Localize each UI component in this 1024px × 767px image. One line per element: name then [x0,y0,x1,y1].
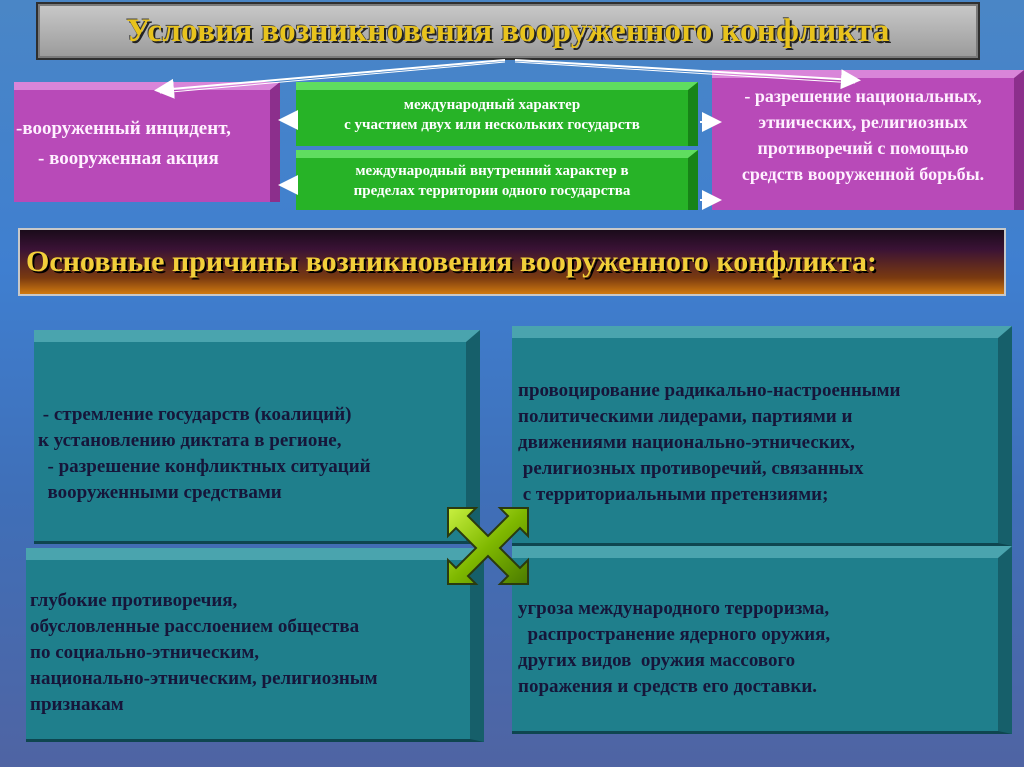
condition-right-line1: - разрешение национальных, [744,86,982,106]
condition-right-line4: средств вооруженной борьбы. [741,164,985,184]
condition-center-top-line2: с участием двух или нескольких государств [344,117,640,133]
section-title: Основные причины возникновения вооруженного конфликта: [26,245,878,278]
main-title: Условия возникновения вооруженного конфликта [126,12,890,49]
center-to-left-arrows [284,120,296,185]
condition-right-line2: этнических, религиозных [758,112,968,132]
condition-center-bottom-line1: международный внутренний характер в [355,163,629,179]
condition-left-line1: -вооруженный инцидент, [16,118,231,139]
condition-left-line2: - вооруженная акция [38,148,219,169]
cause-top-left-text: - стремление государств (коалиций) к установлению диктата в регионе, - разрешение конфликтных ситуаций вооруженными средствами [38,404,371,503]
cause-top-right-text: провоцирование радикально-настроенными политическими лидерами, партиями и движениями национально-этнических, религиозных противоречий, связанных с территориальными претензиями; [518,380,901,505]
cause-bottom-right-text: угроза международного терроризма, распространение ядерного оружия, других видов оружия массового поражения и средств его доставки. [518,598,831,697]
title-arrow-left [160,60,505,93]
condition-center-bottom-line2: пределах территории одного государства [353,183,631,199]
title-arrow-right [515,60,855,83]
condition-right-line3: противоречий с помощью [757,138,969,158]
cause-bottom-left-text: глубокие противоречия, обусловленные расслоением общества по социально-этническим, национально-этническим, религиозным признакам [30,590,378,715]
center-to-right-arrows [700,122,716,200]
condition-center-top-line1: международный характер [403,97,581,113]
four-way-arrow-icon [448,508,528,584]
